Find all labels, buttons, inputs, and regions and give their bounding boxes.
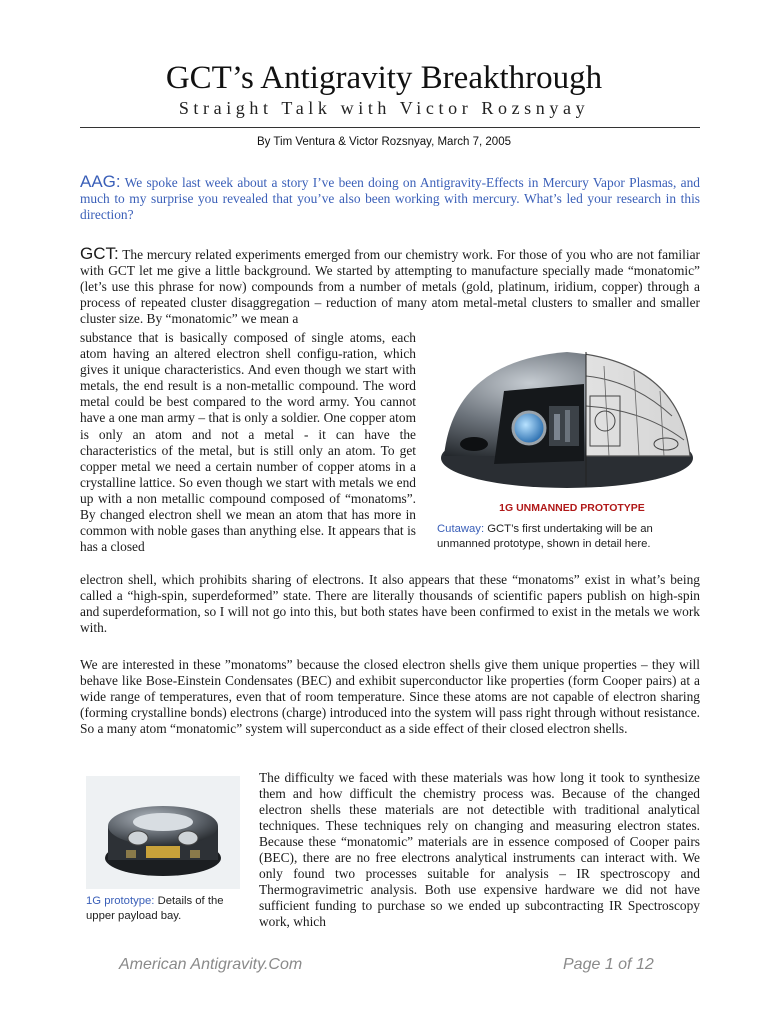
cutaway-caption-lead: Cutaway:: [437, 523, 485, 535]
aag-question: [80, 174, 700, 223]
footer-site: American Antigravity.Com: [119, 956, 303, 973]
gct-intro-text: The mercury related experiments emerged from our chemistry work. For those of you who are not familiar with GCT let me give a little background. We started by attempting to manufacture specially made “monatomic” (let’s use this phrase for now) compounds from a number of metals (gold, platinum, iridium, copper) through a process of repeated cluster disaggregation – reduction of many atom metal-metal clusters to smaller and smaller cluster size. By “monatomic” we mean a: [80, 247, 700, 327]
difficulty-paragraph: The difficulty we faced with these materials was how long it took to synthesize them and how difficult the chemistry process was. Because of the changed electron shells these materials are not detectible with traditional analytical techniques. These techniques rely on changing and measuring electron states. Because these “monatomic” materials are in essence composed of Cooper pairs (BEC), there are no free electrons analytical instruments can interact with. We only found two processes suitable for analysis – IR spectroscopy and Thermogravimetric analysis. Both use expensive hardware we did not have sufficient funding to purchase so we ended up subcontracting IR Spectroscopy work, which: [259, 770, 700, 929]
aag-question-text: We spoke last week about a story I’ve been doing on Antigravity-Effects in Mercury Vapor Plasmas, and much to my surprise you revealed that you’ve also been working with mercury. What’s led your research in this direction?: [80, 175, 700, 223]
cutaway-caption-text: GCT’s first undertaking will be an unmanned prototype, shown in detail here.: [437, 523, 653, 550]
article-title: GCT’s Antigravity Breakthrough: [165, 60, 603, 96]
cutaway-caption: [437, 522, 703, 552]
byline: By Tim Ventura & Victor Rozsnyay, March 7, 2005: [257, 136, 511, 148]
gct-column-text: substance that is basically composed of single atoms, each atom having an altered electron shell configu-ration, which gives it unique characteristics. And even though we start with metals, the end result is a non-metallic compound. The word metal could be best compared to the word army. You cannot have a one man army – that is only a soldier. One copper atom is only an atom and not a metal - it can have the characteristics of the metal, but is still only an atom. To get copper metal we need a certain number of copper atoms in a crystalline lattice. So even though we start with metals we end up with a non metallic compound composed of “monatoms”. By changed electron shell we mean an atom that has more in common with noble gases than anything else. It appears that is has a closed: [80, 330, 416, 555]
prototype-caption: [86, 894, 246, 924]
prototype-image: [86, 776, 240, 889]
monatoms-paragraph: We are interested in these ”monatoms” because the closed electron shells give them unique properties – they will behave like Bose-Einstein Condensates (BEC) and exhibit superconductor like properties (form Cooper pairs) at a wide range of temperatures, even that of room temperature. Since these atoms are not capable of electron sharing (forming crystalline bonds) electrons (charge) introduced into the system will pass right through without resistance. So a many atom “monatomic” system will superconduct as a side effect of their closed electron shells.: [80, 657, 700, 737]
cutaway-prototype-image: [434, 336, 700, 516]
gct-continued-text: electron shell, which prohibits sharing of electrons. It also appears that these “monatoms” exist in what’s being called a “high-spin, superdeformed” state. There are literally thousands of scientific papers publish on high-spin and superdeformation, so I will not go into this, but both states have been confirmed to exist in the metals we work with.: [80, 572, 700, 636]
aag-speaker-label: AAG:: [80, 172, 121, 191]
footer-page-number: Page 1 of 12: [563, 956, 654, 973]
figure-label: 1G UNMANNED PROTOTYPE: [499, 502, 645, 514]
prototype-caption-lead: 1G prototype:: [86, 895, 155, 907]
prototype-caption-text: Details of the upper payload bay.: [86, 895, 224, 922]
article-subtitle: Straight Talk with Victor Rozsnyay: [178, 98, 590, 118]
gct-answer-intro: [80, 246, 700, 327]
title-divider: [80, 127, 700, 128]
gct-speaker-label: GCT:: [80, 244, 119, 263]
